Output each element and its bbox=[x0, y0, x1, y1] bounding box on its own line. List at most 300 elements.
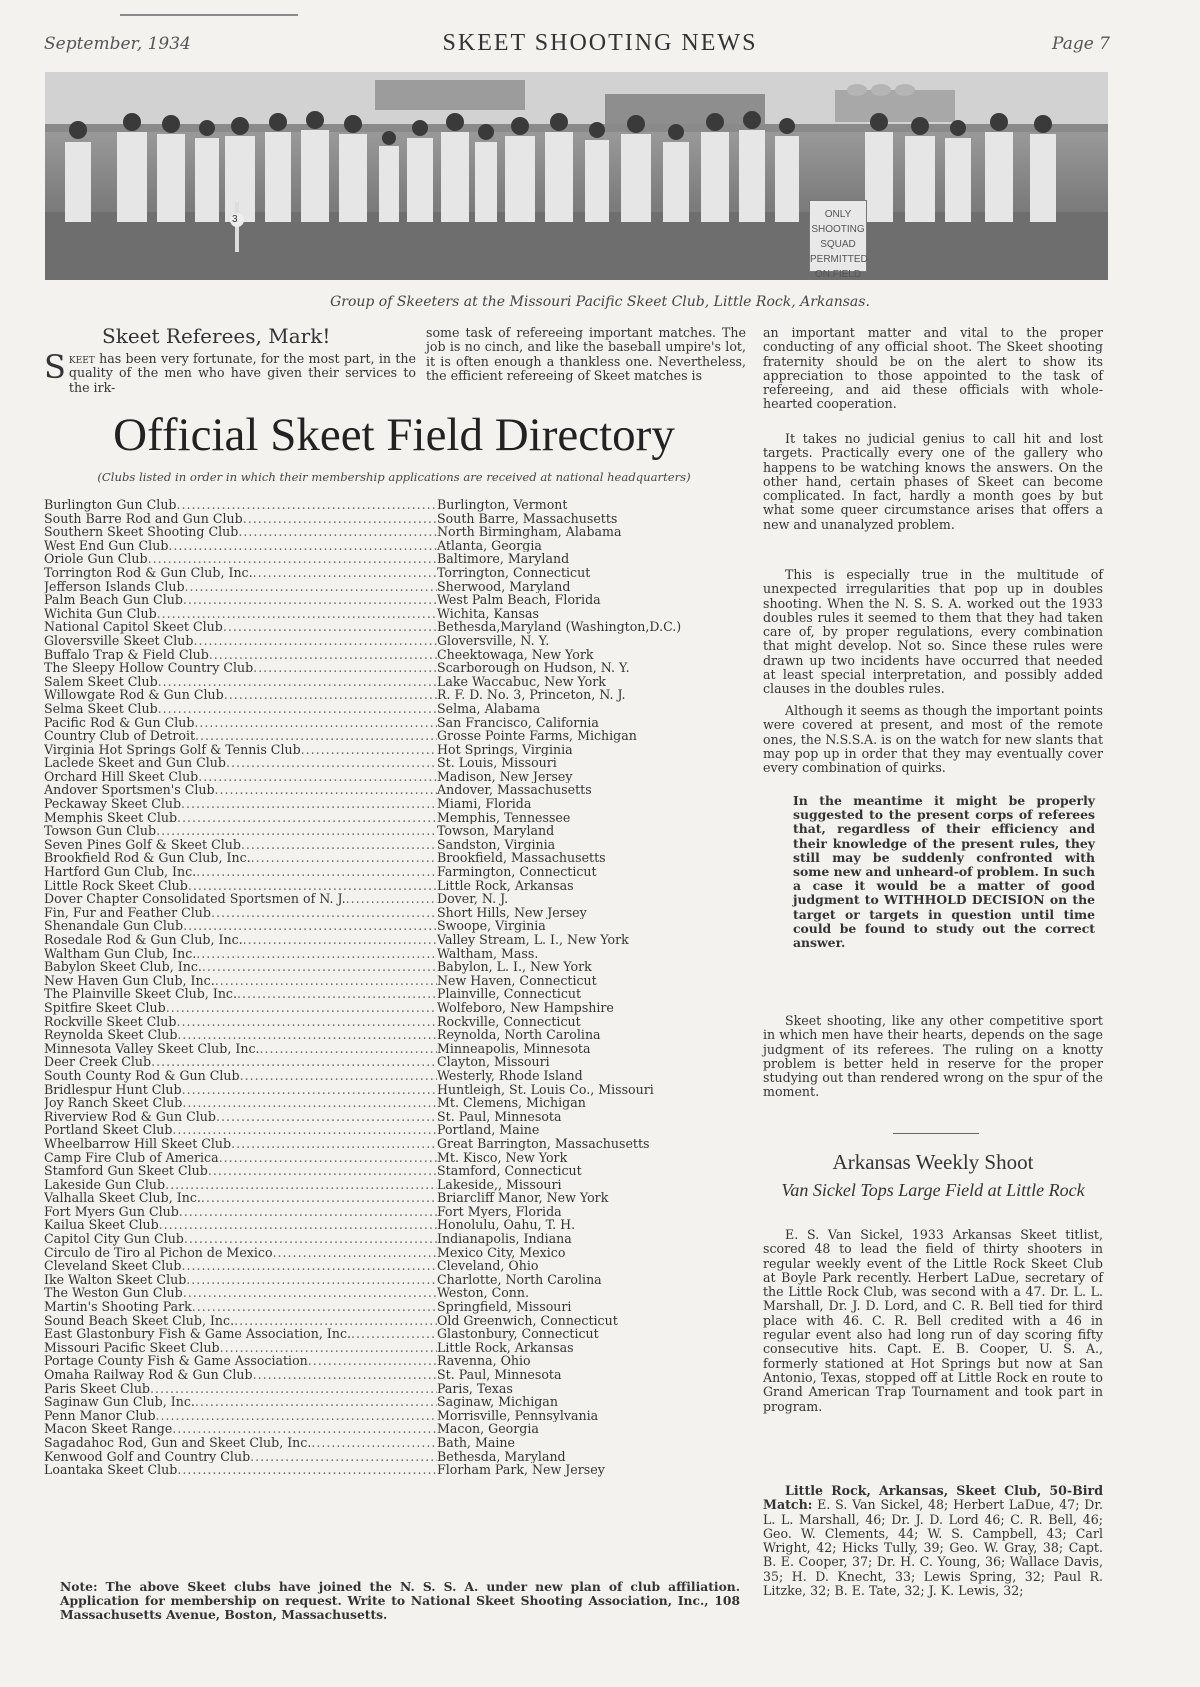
club-name: Kenwood Golf and Country Club bbox=[44, 1449, 251, 1464]
club-name: Valhalla Skeet Club, Inc. bbox=[44, 1191, 201, 1205]
directory-entry bbox=[44, 1354, 760, 1368]
leader-dots bbox=[308, 1354, 437, 1368]
directory-entry bbox=[44, 743, 760, 757]
club-name: Little Rock Skeet Club bbox=[44, 878, 188, 893]
club-name: The Sleepy Hollow Country Club bbox=[44, 661, 254, 675]
club-name: Oriole Gun Club bbox=[44, 552, 148, 566]
field-sign bbox=[809, 200, 868, 280]
club-name: Sound Beach Skeet Club, Inc. bbox=[44, 1313, 235, 1328]
club-name-cell bbox=[44, 987, 437, 1001]
club-name-cell bbox=[44, 552, 437, 566]
leader-dots bbox=[196, 865, 437, 879]
club-name-cell bbox=[44, 1463, 437, 1477]
club-name-cell bbox=[44, 1218, 437, 1232]
club-name-cell bbox=[44, 1409, 437, 1423]
issue-date: September, 1934 bbox=[44, 34, 191, 54]
club-location: Wichita, Kansas bbox=[437, 606, 539, 621]
club-location: Atlanta, Georgia bbox=[437, 538, 542, 553]
club-name: Andover Sportsmen's Club bbox=[44, 783, 215, 798]
club-name-cell bbox=[44, 1205, 437, 1219]
directory-title: Official Skeet Field Directory bbox=[113, 409, 675, 461]
club-location: Morrisville, Pennsylvania bbox=[437, 1408, 599, 1423]
referees-continued-p4: Although it seems as though the important points were covered at present, and most of the remote ones, the N.S.S.A. is on the watch for new slants that may pop up in order that they may eventually cover every combination of quirks. bbox=[763, 703, 1103, 776]
club-location: Mexico City, Mexico bbox=[437, 1245, 566, 1260]
referees-heading: Skeet Referees, Mark! bbox=[102, 324, 331, 348]
drop-cap: S bbox=[44, 348, 66, 386]
leader-dots bbox=[250, 1450, 437, 1464]
club-location: Florham Park, New Jersey bbox=[437, 1463, 605, 1477]
directory-entry bbox=[44, 498, 760, 512]
directory-entry bbox=[44, 1083, 760, 1097]
club-name-cell bbox=[44, 933, 437, 947]
directory-entry bbox=[44, 1123, 760, 1137]
referees-paragraph-2: some task of refereeing important matches. The job is no cinch, and like the baseball umpire's lot, it is often enough a thankless one. Nevertheless, the efficient refereeing of Skeet matches is bbox=[426, 325, 746, 383]
club-name-cell bbox=[44, 879, 437, 893]
leader-dots bbox=[223, 620, 437, 634]
leader-dots bbox=[193, 634, 437, 648]
referees-continued-p2: It takes no judicial genius to call hit and lost targets. Practically every one of the gallery who happens to be watching knows the answers. On the other hand, certain phases of Skeet can become complicated. In fact, hardly a month goes by but what some queer circumstance arises that offers a new and unanalyzed problem. bbox=[763, 431, 1103, 532]
directory-entry bbox=[44, 824, 760, 838]
leader-dots bbox=[311, 1436, 437, 1450]
club-name: Portland Skeet Club bbox=[44, 1123, 173, 1137]
directory-entry bbox=[44, 1137, 760, 1151]
club-location: Bethesda,Maryland (Washington,D.C.) bbox=[437, 620, 682, 634]
directory-entry bbox=[44, 729, 760, 743]
directory-entry bbox=[44, 1259, 760, 1273]
club-name: South Barre Rod and Gun Club bbox=[44, 511, 243, 526]
leader-dots bbox=[211, 906, 437, 920]
club-name-cell bbox=[44, 525, 437, 539]
club-location: San Francisco, California bbox=[437, 715, 599, 730]
directory-entry bbox=[44, 770, 760, 784]
arkansas-subheading: Van Sickel Tops Large Field at Little Rock bbox=[781, 1180, 1085, 1200]
directory-entry bbox=[44, 906, 760, 920]
leader-dots bbox=[234, 1314, 437, 1328]
club-name: New Haven Gun Club, Inc. bbox=[44, 973, 215, 988]
club-name-cell bbox=[44, 1368, 437, 1382]
club-name-cell bbox=[44, 1110, 437, 1124]
leader-dots bbox=[186, 1273, 437, 1287]
club-name-cell bbox=[44, 1286, 437, 1300]
directory-entry bbox=[44, 1368, 760, 1382]
club-location: Glastonbury, Connecticut bbox=[437, 1327, 599, 1341]
club-name: Cleveland Skeet Club bbox=[44, 1259, 182, 1273]
club-name-cell bbox=[44, 716, 437, 730]
club-name: Pacific Rod & Gun Club bbox=[44, 715, 195, 730]
leader-dots bbox=[231, 1137, 437, 1151]
club-name-cell bbox=[44, 1137, 437, 1151]
directory-entry bbox=[44, 1028, 760, 1042]
directory-entry bbox=[44, 1232, 760, 1246]
leader-dots bbox=[185, 580, 437, 594]
club-location: Macon, Georgia bbox=[437, 1422, 539, 1436]
arkansas-heading: Arkansas Weekly Shoot bbox=[832, 1150, 1034, 1174]
club-name: Lakeside Gun Club bbox=[44, 1177, 166, 1192]
leader-dots bbox=[253, 661, 437, 675]
club-name-cell bbox=[44, 1083, 437, 1097]
club-name-cell bbox=[44, 797, 437, 811]
directory-entry bbox=[44, 593, 760, 607]
club-location: Great Barrington, Massachusetts bbox=[437, 1136, 650, 1151]
club-name: Circulo de Tiro al Pichon de Mexico bbox=[44, 1245, 273, 1260]
club-name-cell bbox=[44, 1028, 437, 1042]
club-location: Wolfeboro, New Hampshire bbox=[437, 1000, 614, 1015]
club-name: Reynolda Skeet Club bbox=[44, 1028, 178, 1042]
club-name-cell bbox=[44, 620, 437, 634]
club-name: Minnesota Valley Skeet Club, Inc. bbox=[44, 1041, 260, 1056]
club-name-cell bbox=[44, 1314, 437, 1328]
directory-entry bbox=[44, 1273, 760, 1287]
club-location: Lake Waccabuc, New York bbox=[437, 674, 606, 689]
club-location: Memphis, Tennessee bbox=[437, 810, 571, 825]
directory-entry bbox=[44, 1450, 760, 1464]
directory-entry bbox=[44, 783, 760, 797]
leader-dots bbox=[156, 1409, 437, 1423]
directory-entry bbox=[44, 1069, 760, 1083]
club-name-cell bbox=[44, 729, 437, 743]
club-location: North Birmingham, Alabama bbox=[437, 525, 622, 539]
club-name-cell bbox=[44, 1232, 437, 1246]
leader-dots bbox=[216, 1110, 437, 1124]
club-name-cell bbox=[44, 661, 437, 675]
leader-dots bbox=[253, 1368, 437, 1382]
leader-dots bbox=[166, 1001, 437, 1015]
club-location: St. Louis, Missouri bbox=[437, 756, 557, 770]
top-rule bbox=[120, 14, 298, 16]
club-name-cell bbox=[44, 1436, 437, 1450]
club-name: Fort Myers Gun Club bbox=[44, 1204, 179, 1219]
club-name-cell bbox=[44, 838, 437, 852]
club-name: Salem Skeet Club bbox=[44, 674, 158, 689]
referees-continued-p5: Skeet shooting, like any other competitive sport in which men have their hearts, depends on the sage judgment of its referees. The ruling on a knotty problem is better held in reserve for the proper studying out than rendered wrong on the spur of the moment. bbox=[763, 1013, 1103, 1100]
club-name: Southern Skeet Shooting Club bbox=[44, 525, 239, 539]
leader-dots bbox=[215, 974, 437, 988]
leader-dots bbox=[184, 1232, 437, 1246]
club-name-cell bbox=[44, 1178, 437, 1192]
club-location: Miami, Florida bbox=[437, 797, 532, 811]
club-name: Wheelbarrow Hill Skeet Club bbox=[44, 1136, 232, 1151]
club-name: Country Club of Detroit bbox=[44, 729, 196, 743]
match-results-heading: Little Rock, Arkansas, Skeet Club, 50-Bird Match: bbox=[763, 1483, 1103, 1513]
leader-dots bbox=[215, 783, 437, 797]
directory-subtitle: (Clubs listed in order in which their membership applications are received at national headquarters) bbox=[97, 470, 691, 484]
leader-dots bbox=[181, 1259, 437, 1273]
page-number: Page 7 bbox=[1052, 34, 1110, 54]
leader-dots bbox=[183, 919, 437, 933]
directory-entry bbox=[44, 716, 760, 730]
club-name-cell bbox=[44, 1001, 437, 1015]
directory-entry bbox=[44, 797, 760, 811]
club-name: Omaha Railway Rod & Gun Club bbox=[44, 1368, 253, 1382]
leader-dots bbox=[168, 539, 437, 553]
match-results bbox=[763, 1484, 1103, 1598]
directory-entry bbox=[44, 1096, 760, 1110]
directory-entry bbox=[44, 1178, 760, 1192]
club-location: Plainville, Connecticut bbox=[437, 987, 582, 1001]
referees-continued-p1: an important matter and vital to the proper conducting of any official shoot. The Skeet shooting fraternity should be on the alert to show its appreciation to those appointed to the task of refereeing, and aid these officials with whole-hearted cooperation. bbox=[763, 325, 1103, 412]
club-name-cell bbox=[44, 607, 437, 621]
leader-dots bbox=[198, 770, 437, 784]
leader-dots bbox=[351, 1327, 437, 1341]
club-location: Weston, Conn. bbox=[437, 1286, 530, 1301]
directory-entry bbox=[44, 1055, 760, 1069]
club-location: Sherwood, Maryland bbox=[437, 579, 571, 594]
leader-dots bbox=[177, 1463, 437, 1477]
leader-dots bbox=[209, 648, 437, 662]
club-name: Burlington Gun Club bbox=[44, 498, 177, 512]
directory-entry bbox=[44, 1205, 760, 1219]
club-location: R. F. D. No. 3, Princeton, N. J. bbox=[437, 688, 626, 702]
club-name-cell bbox=[44, 1300, 437, 1314]
club-location: Huntleigh, St. Louis Co., Missouri bbox=[437, 1082, 654, 1097]
club-name-cell bbox=[44, 743, 437, 757]
club-location: Springfield, Missouri bbox=[437, 1300, 572, 1314]
leader-dots bbox=[157, 607, 437, 621]
leader-dots bbox=[219, 1151, 437, 1165]
leader-dots bbox=[201, 1191, 437, 1205]
leader-dots bbox=[195, 1395, 437, 1409]
leader-dots bbox=[183, 593, 437, 607]
club-location: Minneapolis, Minnesota bbox=[437, 1041, 591, 1056]
leader-dots bbox=[238, 525, 437, 539]
club-name: Loantaka Skeet Club bbox=[44, 1463, 178, 1477]
leader-dots bbox=[177, 1028, 437, 1042]
photo-caption: Group of Skeeters at the Missouri Pacific Skeet Club, Little Rock, Arkansas. bbox=[330, 294, 870, 310]
club-location: Hot Springs, Virginia bbox=[437, 742, 573, 757]
leader-dots bbox=[177, 498, 438, 512]
leader-dots bbox=[158, 702, 437, 716]
directory-entry bbox=[44, 539, 760, 553]
leader-dots bbox=[176, 1015, 437, 1029]
match-results-scores: E. S. Van Sickel, 48; Herbert LaDue, 47; Dr. L. L. Marshall, 46; Dr. J. D. Lord 46; C. R. Bell, 46; Geo. W. Clements, 44; W. S. Campbell, 43; Carl Wright, 42; Hicks Tully, 39; Geo. W. Gray, 38; Capt. B. E. Cooper, 37; Dr. H. C. Young, 36; Wallace Davis, 35; H. D. Knecht, 33; Lewis Spring, 32; Paul R. Litzke, 32; B. E. Tate, 32; J. K. Lewis, 32; bbox=[763, 1497, 1103, 1599]
leader-dots bbox=[346, 892, 437, 906]
leader-dots bbox=[301, 743, 437, 757]
leader-dots bbox=[224, 688, 437, 702]
club-location: Dover, N. J. bbox=[437, 892, 509, 906]
directory-entry bbox=[44, 1246, 760, 1260]
directory-entry bbox=[44, 1382, 760, 1396]
directory-entry bbox=[44, 1286, 760, 1300]
directory-entry bbox=[44, 987, 760, 1001]
leader-dots bbox=[202, 960, 437, 974]
club-name: South County Rod & Gun Club bbox=[44, 1068, 240, 1083]
leader-dots bbox=[188, 879, 437, 893]
leader-dots bbox=[182, 1096, 437, 1110]
club-name-cell bbox=[44, 634, 437, 648]
leader-dots bbox=[156, 824, 437, 838]
directory-entry bbox=[44, 933, 760, 947]
club-name-cell bbox=[44, 1341, 437, 1355]
sign-line-2: SQUAD PERMITTED bbox=[810, 239, 868, 265]
club-name: Penn Manor Club bbox=[44, 1408, 156, 1423]
leader-dots bbox=[172, 1123, 437, 1137]
directory-entry bbox=[44, 1110, 760, 1124]
club-name-cell bbox=[44, 1191, 437, 1205]
club-name-cell bbox=[44, 824, 437, 838]
club-name: Waltham Gun Club, Inc. bbox=[44, 946, 197, 961]
club-name: Wichita Gun Club bbox=[44, 606, 157, 621]
directory-entry bbox=[44, 1015, 760, 1029]
sign-line-3: ON FIELD bbox=[814, 269, 862, 280]
leader-dots bbox=[243, 933, 437, 947]
club-location: Stamford, Connecticut bbox=[437, 1164, 582, 1178]
directory-entry bbox=[44, 512, 760, 526]
directory-entry bbox=[44, 1314, 760, 1328]
directory-entry bbox=[44, 1164, 760, 1178]
club-name-cell bbox=[44, 974, 437, 988]
club-location: Old Greenwich, Connecticut bbox=[437, 1313, 618, 1328]
club-name: The Weston Gun Club bbox=[44, 1286, 183, 1301]
club-location: Burlington, Vermont bbox=[437, 498, 568, 512]
club-name-cell bbox=[44, 702, 437, 716]
directory-entry bbox=[44, 607, 760, 621]
club-name-cell bbox=[44, 947, 437, 961]
referees-continued-p3: This is especially true in the multitude of unexpected irregularities that pop up in doubles shooting. When the N. S. S. A. worked out the 1933 doubles rules it seemed to them that they had taken care of, by proper regulations, every combination that might develop. Not so. Since these rules were drawn up two incidents have occurred that needed at least special interpretation, and possibly added clauses in the doubles rules. bbox=[763, 567, 1103, 697]
club-name: Bridlespur Hunt Club bbox=[44, 1082, 182, 1097]
club-location: Madison, New Jersey bbox=[437, 769, 573, 784]
club-location: West Palm Beach, Florida bbox=[437, 593, 601, 607]
photo-illustration bbox=[45, 72, 1108, 280]
club-name: Rosedale Rod & Gun Club, Inc. bbox=[44, 933, 243, 947]
leader-dots bbox=[172, 1422, 437, 1436]
leader-dots bbox=[183, 1286, 437, 1300]
directory-entry bbox=[44, 811, 760, 825]
club-name-cell bbox=[44, 566, 437, 580]
club-name: Dover Chapter Consolidated Sportsmen of N. J. bbox=[44, 892, 346, 906]
club-name-cell bbox=[44, 960, 437, 974]
club-name: Fin, Fur and Feather Club bbox=[44, 905, 211, 920]
leader-dots bbox=[179, 1205, 437, 1219]
club-name: The Plainville Skeet Club, Inc. bbox=[44, 987, 237, 1001]
club-location: Clayton, Missouri bbox=[437, 1055, 550, 1069]
club-name-cell bbox=[44, 1096, 437, 1110]
club-location: Paris, Texas bbox=[437, 1381, 513, 1396]
club-name-cell bbox=[44, 1382, 437, 1396]
club-name: Selma Skeet Club bbox=[44, 701, 158, 716]
directory-entry bbox=[44, 879, 760, 893]
club-location: Short Hills, New Jersey bbox=[437, 905, 587, 920]
club-location: Westerly, Rhode Island bbox=[437, 1068, 583, 1083]
club-name: Camp Fire Club of America bbox=[44, 1150, 219, 1165]
club-name: Towson Gun Club bbox=[44, 824, 157, 838]
club-name-cell bbox=[44, 1450, 437, 1464]
club-location: Sandston, Virginia bbox=[437, 837, 556, 852]
club-name-cell bbox=[44, 1151, 437, 1165]
publication-title: SKEET SHOOTING NEWS bbox=[442, 30, 758, 56]
club-name-cell bbox=[44, 919, 437, 933]
directory-entry bbox=[44, 675, 760, 689]
referees-paragraph-1 bbox=[44, 348, 416, 395]
club-location: St. Paul, Minnesota bbox=[437, 1368, 562, 1382]
directory-entry bbox=[44, 1395, 760, 1409]
group-photo bbox=[45, 72, 1108, 280]
club-name-cell bbox=[44, 1395, 437, 1409]
club-location: New Haven, Connecticut bbox=[437, 973, 597, 988]
leader-dots bbox=[208, 1164, 437, 1178]
club-name-cell bbox=[44, 906, 437, 920]
directory-entry bbox=[44, 960, 760, 974]
club-location: Little Rock, Arkansas bbox=[437, 1340, 574, 1355]
club-name: Portage County Fish & Game Association bbox=[44, 1354, 308, 1368]
club-location: Saginaw, Michigan bbox=[437, 1395, 558, 1409]
club-name-cell bbox=[44, 580, 437, 594]
club-name-cell bbox=[44, 648, 437, 662]
club-name: Willowgate Rod & Gun Club bbox=[44, 688, 224, 702]
leader-dots bbox=[177, 811, 437, 825]
leader-dots bbox=[237, 987, 437, 1001]
club-name-cell bbox=[44, 1246, 437, 1260]
club-name-cell bbox=[44, 1015, 437, 1029]
club-location: St. Paul, Minnesota bbox=[437, 1109, 562, 1124]
club-name: Martin's Shooting Park bbox=[44, 1300, 192, 1314]
leader-dots bbox=[273, 1246, 437, 1260]
club-name-cell bbox=[44, 1069, 437, 1083]
club-name: East Glastonbury Fish & Game Association, Inc. bbox=[44, 1327, 351, 1341]
club-name: Missouri Pacific Skeet Club bbox=[44, 1340, 220, 1355]
leader-dots bbox=[196, 947, 437, 961]
club-location: Selma, Alabama bbox=[437, 701, 541, 716]
club-name-cell bbox=[44, 593, 437, 607]
leader-dots bbox=[158, 675, 437, 689]
club-location: Rockville, Connecticut bbox=[437, 1014, 581, 1029]
club-name: Memphis Skeet Club bbox=[44, 810, 178, 825]
directory-entry bbox=[44, 851, 760, 865]
leader-dots bbox=[241, 838, 437, 852]
club-name-cell bbox=[44, 675, 437, 689]
club-name-cell bbox=[44, 851, 437, 865]
directory-entry bbox=[44, 620, 760, 634]
club-name: Jefferson Islands Club bbox=[44, 579, 185, 594]
club-name: Virginia Hot Springs Golf & Tennis Club bbox=[44, 742, 301, 757]
club-name: Paris Skeet Club bbox=[44, 1381, 150, 1396]
leader-dots bbox=[260, 1042, 437, 1056]
club-location: Waltham, Mass. bbox=[437, 946, 539, 961]
club-location: Baltimore, Maryland bbox=[437, 552, 570, 566]
club-name: Gloversville Skeet Club bbox=[44, 633, 194, 648]
leader-dots bbox=[192, 1300, 437, 1314]
directory-entry bbox=[44, 566, 760, 580]
club-location: Briarcliff Manor, New York bbox=[437, 1191, 609, 1205]
club-name-cell bbox=[44, 1273, 437, 1287]
club-name: Shenandale Gun Club bbox=[44, 919, 184, 933]
club-name-cell bbox=[44, 770, 437, 784]
club-location: Lakeside,, Missouri bbox=[437, 1177, 562, 1192]
station-post-number: 3 bbox=[232, 214, 238, 225]
directory-entry bbox=[44, 688, 760, 702]
leader-dots bbox=[159, 1218, 437, 1232]
club-name: Seven Pines Golf & Skeet Club bbox=[44, 837, 241, 852]
club-location: Indianapolis, Indiana bbox=[437, 1232, 572, 1246]
club-name-cell bbox=[44, 498, 437, 512]
club-name-cell bbox=[44, 1055, 437, 1069]
leader-dots bbox=[195, 729, 437, 743]
club-location: Little Rock, Arkansas bbox=[437, 878, 574, 893]
leader-dots bbox=[243, 512, 437, 526]
directory-list bbox=[44, 498, 760, 1477]
arkansas-paragraph: E. S. Van Sickel, 1933 Arkansas Skeet titlist, scored 48 to lead the field of thirty shooters in regular weekly event of the Little Rock Skeet Club at Boyle Park recently. Herbert LaDue, secretary of the Little Rock Club, was second with a 47. Dr. L. L. Marshall, Dr. J. D. Lord, and C. R. Bell tied for third place with 46. C. R. Bell credited with a 46 in regular event also had long run of day scoring fifty consecutive hits. Capt. E. B. Cooper, U. S. A., formerly stationed at Hot Springs but now at San Antonio, Texas, stopped off at Little Rock en route to Grand American Trap Tournament and took part in program. bbox=[763, 1227, 1103, 1414]
directory-entry bbox=[44, 1341, 760, 1355]
directory-entry bbox=[44, 661, 760, 675]
club-location: Bethesda, Maryland bbox=[437, 1449, 566, 1464]
club-location: Torrington, Connecticut bbox=[437, 565, 591, 580]
first-word: keet bbox=[68, 351, 95, 366]
club-name: Capitol City Gun Club bbox=[44, 1232, 184, 1246]
club-location: Towson, Maryland bbox=[437, 824, 555, 838]
directory-entry bbox=[44, 865, 760, 879]
directory-entry bbox=[44, 1422, 760, 1436]
club-location: Valley Stream, L. I., New York bbox=[437, 933, 629, 947]
club-name: Laclede Skeet and Gun Club bbox=[44, 756, 226, 770]
